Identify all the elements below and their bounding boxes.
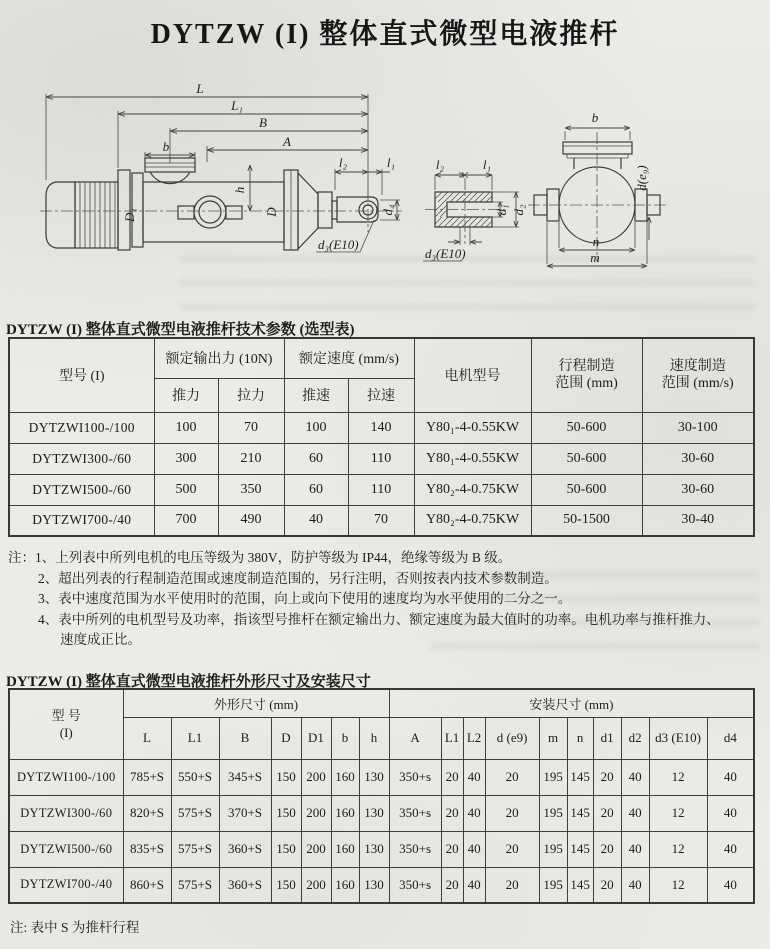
dimension-table xyxy=(8,688,755,904)
table-row xyxy=(9,505,754,536)
table-cell: 575+S xyxy=(171,831,219,867)
table-cell: 195 xyxy=(539,867,567,903)
dim-d3-section: d₃(E10) xyxy=(425,246,466,261)
col-header: B xyxy=(219,717,271,759)
table-cell: Y80₁-4-0.55KW xyxy=(414,443,531,474)
technical-drawing xyxy=(0,70,770,315)
table-cell: 20 xyxy=(593,795,621,831)
table-cell: 20 xyxy=(441,867,463,903)
header-push-speed: 推速 xyxy=(284,378,348,412)
dim-d3: d₃(E10) xyxy=(318,237,359,252)
table-cell: 550+S xyxy=(171,759,219,795)
header-model-line1: 型 号 xyxy=(51,708,81,724)
table-cell: 20 xyxy=(485,867,539,903)
header-install-dims: 安装尺寸 (mm) xyxy=(389,689,754,717)
table-cell: 100 xyxy=(154,412,218,443)
table-row xyxy=(9,412,754,443)
col-header: D xyxy=(271,717,301,759)
table-cell: 40 xyxy=(707,867,754,903)
table-cell: 130 xyxy=(359,795,389,831)
table-cell: 70 xyxy=(348,505,414,536)
spec-table-caption: DYTZW (I) 整体直式微型电液推杆技术参数 (选型表) xyxy=(6,322,355,338)
table-cell: 575+S xyxy=(171,795,219,831)
table-cell: 100 xyxy=(284,412,348,443)
col-header: h xyxy=(359,717,389,759)
table-cell: 20 xyxy=(485,795,539,831)
dim-L: L xyxy=(196,81,204,96)
dim-m: m xyxy=(590,250,600,265)
table-cell: Y80₁-4-0.55KW xyxy=(414,412,531,443)
header-speed-range-line2: 范围 (mm/s) xyxy=(661,376,734,392)
table-cell: 490 xyxy=(218,505,284,536)
table-cell: 40 xyxy=(621,759,649,795)
col-header: d1 xyxy=(593,717,621,759)
header-rated-speed: 额定速度 (mm/s) xyxy=(284,338,414,378)
table-cell: DYTZWI500-/60 xyxy=(9,474,154,505)
header-motor-model: 电机型号 xyxy=(414,338,531,412)
table-cell: 350+s xyxy=(389,759,441,795)
dim-n: n xyxy=(592,234,600,249)
table-cell: 40 xyxy=(621,795,649,831)
table-row xyxy=(9,795,754,831)
table-cell: 370+S xyxy=(219,795,271,831)
header-speed-range xyxy=(642,338,754,412)
table-cell: 350+s xyxy=(389,867,441,903)
dim-b: b xyxy=(162,139,170,154)
table-cell: DYTZWI100-/100 xyxy=(9,412,154,443)
table-cell: DYTZWI700-/40 xyxy=(9,867,123,903)
table-cell: 195 xyxy=(539,795,567,831)
table-cell: 40 xyxy=(621,831,649,867)
table-cell: 150 xyxy=(271,831,301,867)
table-cell: 145 xyxy=(567,831,593,867)
table-cell: 130 xyxy=(359,759,389,795)
col-header: n xyxy=(567,717,593,759)
table-cell: 360+S xyxy=(219,831,271,867)
table-cell: 200 xyxy=(301,831,331,867)
header-rated-force: 额定输出力 (10N) xyxy=(154,338,284,378)
table-cell: 785+S xyxy=(123,759,171,795)
table-cell: 40 xyxy=(284,505,348,536)
col-header: L1 xyxy=(171,717,219,759)
table-row xyxy=(9,867,754,903)
table-cell: 200 xyxy=(301,867,331,903)
table-cell: DYTZWI700-/40 xyxy=(9,505,154,536)
footnote: 注: 表中 S 为推杆行程 xyxy=(10,920,140,935)
table-cell: 160 xyxy=(331,867,359,903)
header-stroke-range-line2: 范围 (mm) xyxy=(555,376,618,392)
dim-d2: d₂ xyxy=(511,204,526,216)
table-cell: 50-600 xyxy=(531,443,642,474)
dim-L1: L₁ xyxy=(231,98,243,113)
table-cell: 130 xyxy=(359,867,389,903)
table-cell: DYTZWI500-/60 xyxy=(9,831,123,867)
table-cell: 40 xyxy=(707,759,754,795)
table-cell: 12 xyxy=(649,759,707,795)
table-cell: 20 xyxy=(593,867,621,903)
header-outline-dims: 外形尺寸 (mm) xyxy=(123,689,389,717)
note-item: 1、上列表中所列电机的电压等级为 380V，防护等级为 IP44，绝缘等级为 B 级。 xyxy=(35,550,512,565)
table-cell: 12 xyxy=(649,795,707,831)
table-cell: 160 xyxy=(331,831,359,867)
table-cell: DYTZWI300-/60 xyxy=(9,443,154,474)
dim-b-endview: b xyxy=(591,110,599,125)
table-cell: 20 xyxy=(485,759,539,795)
table-cell: 50-1500 xyxy=(531,505,642,536)
table-cell: Y80₂-4-0.75KW xyxy=(414,474,531,505)
dim-D: D xyxy=(264,207,279,217)
table-cell: 12 xyxy=(649,867,707,903)
dim-l2-section: l₂ xyxy=(435,157,445,172)
dim-de9: d(e₉) xyxy=(634,165,649,191)
table-cell: 110 xyxy=(348,443,414,474)
page-title: DYTZW (I) 整体直式微型电液推杆 xyxy=(150,19,620,50)
dim-d1: d₁ xyxy=(494,204,509,216)
table-cell: 50-600 xyxy=(531,412,642,443)
dim-D1: D₁ xyxy=(122,208,137,222)
table-cell: 700 xyxy=(154,505,218,536)
table-cell: 40 xyxy=(463,867,485,903)
note-line: 2、超出列表的行程制造范围或速度制造范围的，另行注明，否则按表内技术参数制造。 xyxy=(38,570,558,586)
table-cell: 30-100 xyxy=(642,412,754,443)
table-cell: 500 xyxy=(154,474,218,505)
table-cell: 200 xyxy=(301,795,331,831)
table-cell: 20 xyxy=(441,759,463,795)
dim-l1: l₁ xyxy=(386,155,396,170)
table-cell: 40 xyxy=(463,759,485,795)
dim-l2: l₂ xyxy=(338,155,348,170)
table-cell: 40 xyxy=(707,795,754,831)
table-cell: 200 xyxy=(301,759,331,795)
dim-l1-section: l₁ xyxy=(482,157,492,172)
table-cell: 145 xyxy=(567,759,593,795)
col-header: d (e9) xyxy=(485,717,539,759)
table-cell: 40 xyxy=(707,831,754,867)
table-cell: 60 xyxy=(284,443,348,474)
col-header: L1 xyxy=(441,717,463,759)
table-cell: 30-40 xyxy=(642,505,754,536)
table-cell: 130 xyxy=(359,831,389,867)
table-cell: 195 xyxy=(539,759,567,795)
header-model-line2: (I) xyxy=(59,725,73,741)
col-header: m xyxy=(539,717,567,759)
table-cell: 345+S xyxy=(219,759,271,795)
table-cell: 160 xyxy=(331,795,359,831)
table-cell: 30-60 xyxy=(642,443,754,474)
table-cell: 12 xyxy=(649,831,707,867)
table-cell: DYTZWI300-/60 xyxy=(9,795,123,831)
note-line: 速度成正比。 xyxy=(60,632,141,647)
table-cell: 150 xyxy=(271,867,301,903)
table-row xyxy=(9,443,754,474)
dim-A: A xyxy=(283,134,291,149)
table-row xyxy=(9,759,754,795)
col-header: d3 (E10) xyxy=(649,717,707,759)
table-cell: 20 xyxy=(593,759,621,795)
table-cell: 835+S xyxy=(123,831,171,867)
table-cell: 350+s xyxy=(389,831,441,867)
table-row xyxy=(9,831,754,867)
spec-table xyxy=(8,337,755,537)
note-line: 4、表中所列的电机型号及功率，指该型号推杆在额定输出力、额定速度为最大值时的功率。电机功率与推杆推力、 xyxy=(38,611,720,627)
header-model xyxy=(9,689,123,759)
table-cell: 300 xyxy=(154,443,218,474)
header-pull-speed: 拉速 xyxy=(348,378,414,412)
table-cell: 860+S xyxy=(123,867,171,903)
dim-B: B xyxy=(259,115,267,130)
table-cell: 145 xyxy=(567,867,593,903)
col-header: L xyxy=(123,717,171,759)
table-cell: 70 xyxy=(218,412,284,443)
table-cell: 20 xyxy=(441,831,463,867)
header-push-force: 推力 xyxy=(154,378,218,412)
table-cell: 20 xyxy=(593,831,621,867)
table-cell: 20 xyxy=(485,831,539,867)
col-header: d2 xyxy=(621,717,649,759)
table-cell: 30-60 xyxy=(642,474,754,505)
col-header: D1 xyxy=(301,717,331,759)
table-cell: 150 xyxy=(271,795,301,831)
dim-h: h xyxy=(232,186,247,194)
table-cell: 110 xyxy=(348,474,414,505)
header-speed-range-line1: 速度制造 xyxy=(669,359,726,375)
note-line: 3、表中速度范围为水平使用时的范围，向上或向下使用的速度均为水平使用的二分之一。 xyxy=(38,591,572,606)
table-cell: 210 xyxy=(218,443,284,474)
table-row xyxy=(9,474,754,505)
col-header: b xyxy=(331,717,359,759)
table-cell: 150 xyxy=(271,759,301,795)
col-header: d4 xyxy=(707,717,754,759)
table-cell: 60 xyxy=(284,474,348,505)
header-pull-force: 拉力 xyxy=(218,378,284,412)
col-header: A xyxy=(389,717,441,759)
table-cell: 145 xyxy=(567,795,593,831)
col-header: L2 xyxy=(463,717,485,759)
header-stroke-range xyxy=(531,338,642,412)
table-cell: 40 xyxy=(621,867,649,903)
table-cell: 40 xyxy=(463,831,485,867)
table-cell: Y80₂-4-0.75KW xyxy=(414,505,531,536)
table-cell: 195 xyxy=(539,831,567,867)
table-cell: 40 xyxy=(463,795,485,831)
table-cell: 140 xyxy=(348,412,414,443)
table-cell: 350+s xyxy=(389,795,441,831)
header-model: 型号 (I) xyxy=(9,338,154,412)
table-cell: 820+S xyxy=(123,795,171,831)
note-line xyxy=(8,548,760,569)
table-cell: 575+S xyxy=(171,867,219,903)
dim-table-caption: DYTZW (I) 整体直式微型电液推杆外形尺寸及安装尺寸 xyxy=(6,674,371,690)
header-stroke-range-line1: 行程制造 xyxy=(558,359,615,375)
table-cell: 160 xyxy=(331,759,359,795)
table-cell: 50-600 xyxy=(531,474,642,505)
notes-label: 注： xyxy=(8,550,35,565)
dim-d4: d₄ xyxy=(380,204,395,216)
table-cell: DYTZWI100-/100 xyxy=(9,759,123,795)
table-cell: 360+S xyxy=(219,867,271,903)
notes-block xyxy=(8,548,760,651)
table-cell: 20 xyxy=(441,795,463,831)
table-cell: 350 xyxy=(218,474,284,505)
